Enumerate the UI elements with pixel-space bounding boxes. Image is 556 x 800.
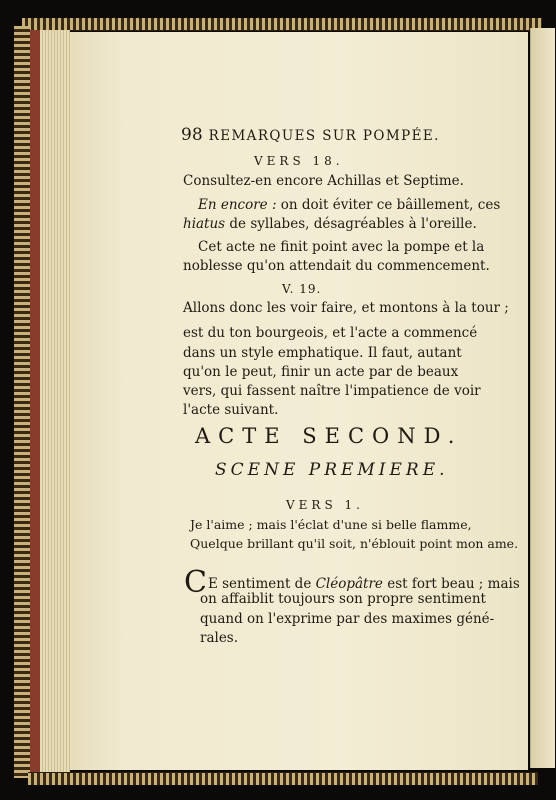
paragraph-line: on affaiblit toujours son propre sentiment [200, 591, 486, 607]
paragraph-line: est du ton bourgeois, et l'acte a commencé [183, 325, 478, 341]
binding-edge-left [14, 26, 30, 778]
quoted-verse: Quelque brillant qu'il soit, n'éblouit point mon ame. [190, 536, 519, 551]
running-header [181, 125, 440, 145]
quoted-verse: Consultez-en encore Achillas et Septime. [183, 173, 464, 189]
drop-cap: C [184, 565, 207, 600]
paragraph-line: CE sentiment de Cléopâtre est fort beau ; mais [184, 565, 520, 600]
page-edges [40, 30, 70, 772]
scene-title: SCENE PREMIERE. [215, 460, 449, 480]
running-title: REMARQUES SUR POMPÉE. [208, 128, 440, 144]
verse-heading: VERS 1. [286, 498, 364, 512]
paragraph-line: rales. [200, 630, 239, 646]
book-page [70, 32, 528, 770]
paragraph-line: dans un style emphatique. Il faut, autant [183, 345, 462, 361]
paragraph-line: l'acte suivant. [183, 402, 279, 418]
paragraph-line: hiatus de syllabes, désagréables à l'oreille. [183, 216, 477, 232]
paragraph-line: qu'on le peut, finir un acte par de beaux [183, 364, 459, 380]
paragraph-line: Cet acte ne finit point avec la pompe et la [198, 239, 485, 255]
verse-heading: VERS 18. [254, 154, 344, 168]
binding-edge-top [22, 18, 542, 31]
paragraph-line: quand on l'exprime par des maximes géné- [200, 611, 495, 627]
paragraph-line: noblesse qu'on attendait du commencement. [183, 258, 490, 274]
verse-heading: V. 19. [282, 282, 322, 296]
page-number: 98 [181, 125, 203, 145]
book [14, 18, 554, 786]
paragraph-line: En encore : on doit éviter ce bâillement, ces [198, 197, 501, 213]
quoted-verse: Allons donc les voir faire, et montons à la tour ; [183, 300, 509, 316]
binding-edge-bottom [28, 772, 538, 785]
act-title: ACTE SECOND. [195, 424, 463, 448]
facing-page-edge [530, 28, 555, 768]
cover-inner-strip [30, 30, 40, 772]
paragraph-line: vers, qui fassent naître l'impatience de voir [183, 383, 481, 399]
quoted-verse: Je l'aime ; mais l'éclat d'une si belle flamme, [190, 517, 472, 532]
